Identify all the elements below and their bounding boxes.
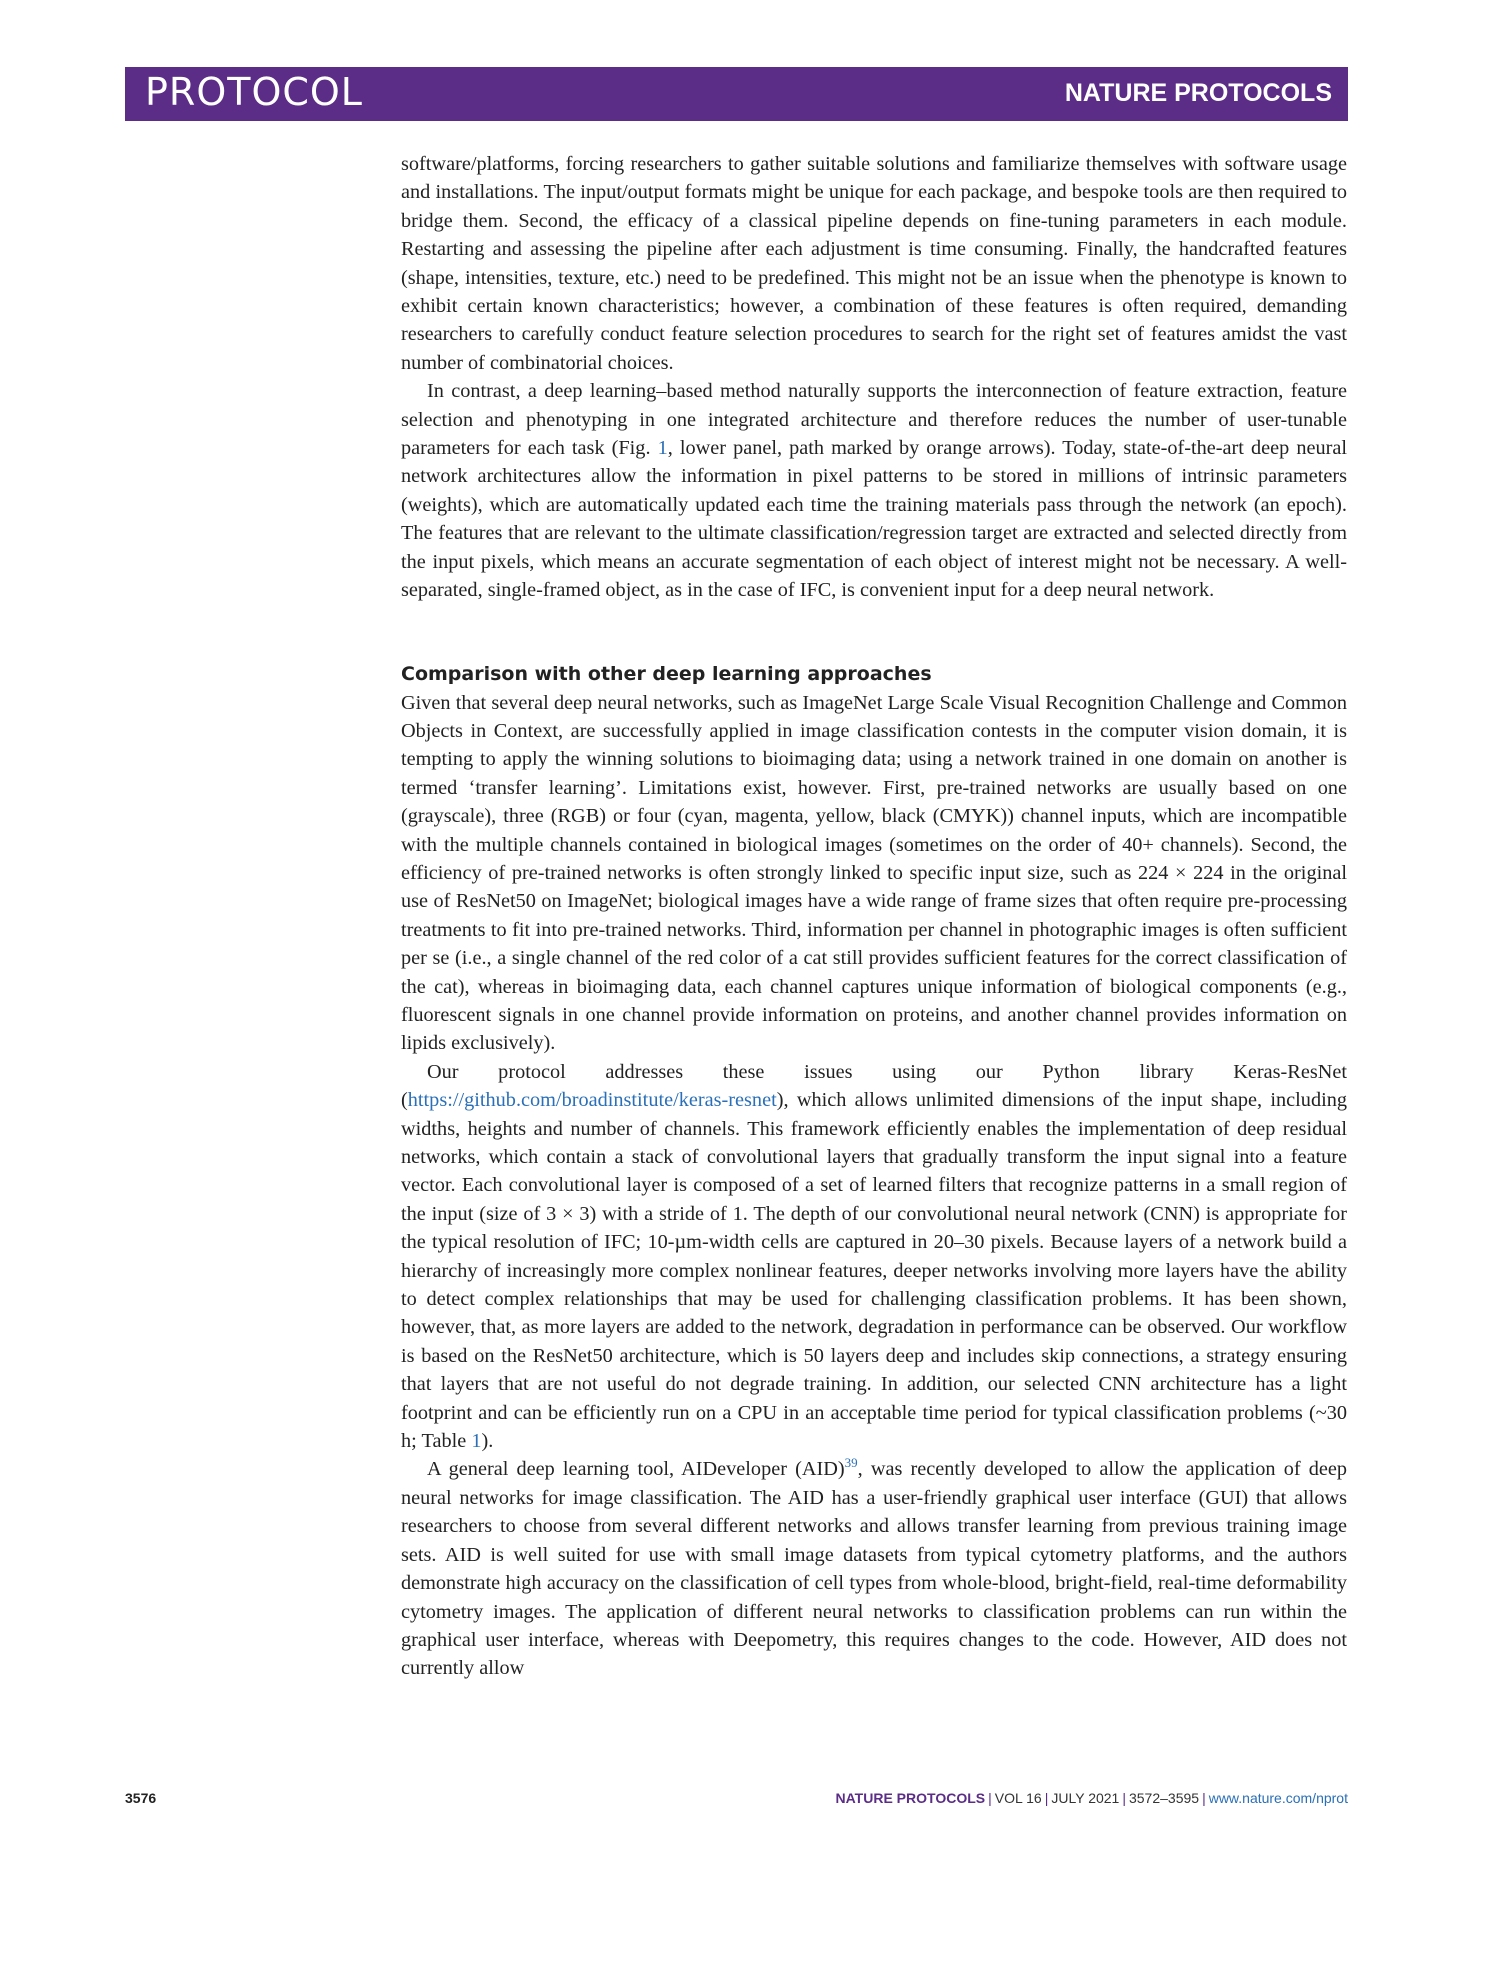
paragraph-3: Given that several deep neural networks, such as ImageNet Large Scale Visual Recognition Challenge and Common Objects in Context, are successfully applied in image classification contests in the computer vision domain, it is tempting to apply the winning solutions to bioimaging data; using a network trained in one domain on another is termed ‘transfer learning’. Limitations exist, however. First, pre-trained networks are usually based on one (grayscale), three (RGB) or four (cyan, magenta, yellow, black (CMYK)) channel inputs, which are incompatible with the multiple channels contained in biological images (sometimes on the order of 40+ channels). Second, the efficiency of pre-trained networks is often strongly linked to specific input size, such as 224 × 224 in the original use of ResNet50 on ImageNet; biological images have a wide range of frame sizes that often require pre-processing treatments to fit into pre-trained networks. Third, information per channel in photographic images is often sufficient per se (i.e., a single channel of the red color of a cat still provides sufficient features for the correct classification of the cat), whereas in bioimaging data, each channel captures unique information of biological components (e.g., fluorescent signals in one channel provide information on proteins, and another channel provides information on lipids exclusively). bbox=[401, 691, 1347, 1055]
figure-1-link[interactable]: 1 bbox=[657, 437, 668, 460]
section-label: PROTOCOL bbox=[145, 70, 363, 114]
table-1-link[interactable]: 1 bbox=[471, 1430, 482, 1453]
citation-line: NATURE PROTOCOLS | VOL 16 | JULY 2021 | 3572–3595 | www.nature.com/nprot bbox=[835, 1790, 1348, 1806]
article-body bbox=[401, 150, 1347, 1683]
footer-pages: 3572–3595 bbox=[1128, 1790, 1200, 1806]
page-header-bar bbox=[125, 67, 1348, 121]
keras-resnet-link[interactable]: https://github.com/broadinstitute/keras-resnet bbox=[407, 1089, 777, 1112]
paragraph-2: In contrast, a deep learning–based method naturally supports the interconnection of feature extraction, feature selection and phenotyping in one integrated architecture and therefore reduces the number of user-tunable parameters for each task (Fig. 1, lower panel, path marked by orange arrows). Today, state-of-the-art deep neural network architectures allow the information in pixel patterns to be stored in millions of intrinsic parameters (weights), which are automatically updated each time the training materials pass through the network (an epoch). The features that are relevant to the ultimate classification/regression target are extracted and selected directly from the input pixels, which means an accurate segmentation of each object of interest might not be necessary. A well-separated, single-framed object, as in the case of IFC, is convenient input for a deep neural network. bbox=[401, 380, 1347, 602]
footer-url-link[interactable]: www.nature.com/nprot bbox=[1208, 1790, 1348, 1806]
reference-39-link[interactable]: 39 bbox=[844, 1455, 858, 1471]
paragraph-1: software/platforms, forcing researchers to gather suitable solutions and familiarize themselves with software usage and installations. The input/output formats might be unique for each package, and bespoke tools are then required to bridge them. Second, the efficacy of a classical pipeline depends on fine-tuning parameters in each module. Restarting and assessing the pipeline after each adjustment is time consuming. Finally, the handcrafted features (shape, intensities, texture, etc.) need to be predefined. This might not be an issue when the phenotype is known to exhibit certain known characteristics; however, a combination of these features is often required, demanding researchers to carefully conduct feature selection procedures to search for the right set of features amidst the vast number of combinatorial choices. bbox=[401, 153, 1347, 374]
section-heading: Comparison with other deep learning approaches bbox=[401, 662, 932, 685]
footer-date: JULY 2021 bbox=[1051, 1790, 1120, 1806]
journal-label: NATURE PROTOCOLS bbox=[1064, 79, 1332, 107]
paragraph-4: Our protocol addresses these issues using our Python library Keras-ResNet (https://github.com/broadinstitute/keras-resnet), which allows unlimited dimensions of the input shape, including widths, heights and number of channels. This framework efficiently enables the implementation of deep residual networks, which contain a stack of convolutional layers that gradually transform the input signal into a feature vector. Each convolutional layer is composed of a set of learned filters that recognize patterns in a small region of the input (size of 3 × 3) with a stride of 1. The depth of our convolutional neural network (CNN) is appropriate for the typical resolution of IFC; 10-µm-width cells are captured in 20–30 pixels. Because layers of a network build a hierarchy of increasingly more complex nonlinear features, deeper networks involving more layers have the ability to detect complex relationships that may be used for challenging classification problems. It has been shown, however, that, as more layers are added to the network, degradation in performance can be observed. Our workflow is based on the ResNet50 architecture, which is 50 layers deep and includes skip connections, a strategy ensuring that layers that are not useful do not degrade training. In addition, our selected CNN architecture has a light footprint and can be efficiently run on a CPU in an acceptable time period for typical classification problems (~30 h; Table 1). bbox=[401, 1060, 1347, 1453]
footer-journal: NATURE PROTOCOLS bbox=[835, 1790, 986, 1806]
paragraph-5: A general deep learning tool, AIDeveloper (AID)$^{39}$, was recently developed to allow the application of deep neural networks for image classification. The AID has a user-friendly graphical user interface (GUI) that allows researchers to choose from several different networks and allows transfer learning from previous training image sets. AID is well suited for use with small image datasets from typical cytometry platforms, and the authors demonstrate high accuracy on the classification of cell types from whole-blood, bright-field, real-time deformability cytometry images. The application of different neural networks to classification problems can run within the graphical user interface, whereas with Deepometry, this requires changes to the code. However, AID does not currently allow bbox=[401, 1455, 1348, 1680]
page-footer bbox=[125, 1790, 1348, 1814]
page-number: 3576 bbox=[125, 1790, 157, 1806]
footer-volume: VOL 16 bbox=[994, 1790, 1042, 1806]
